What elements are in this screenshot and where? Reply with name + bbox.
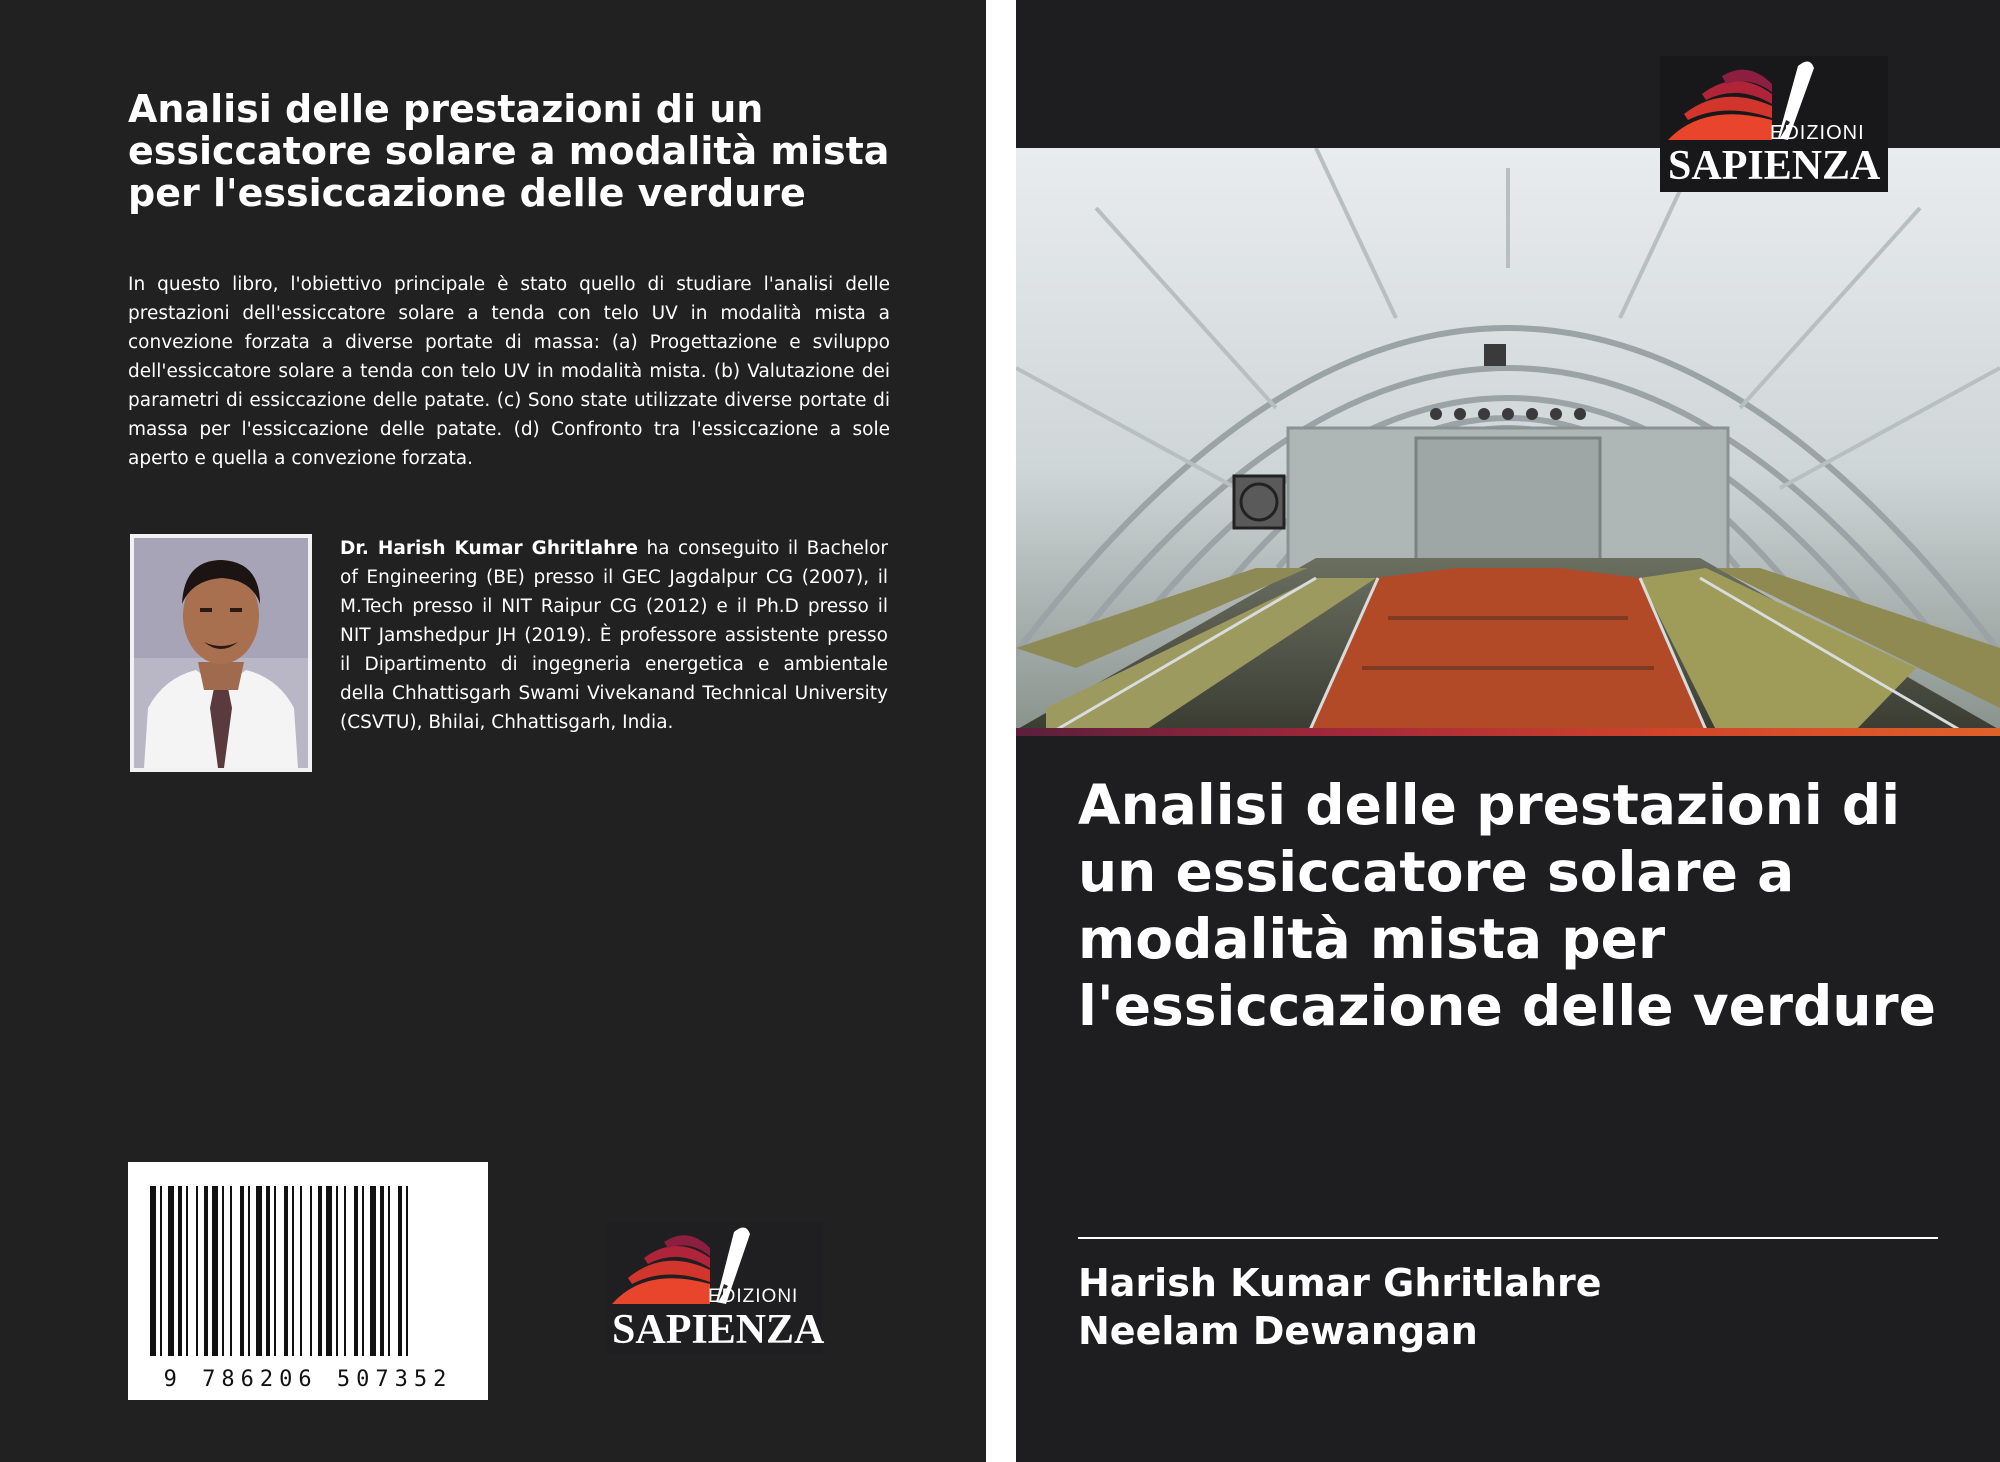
barcode-bar — [240, 1186, 244, 1356]
barcode-bar — [274, 1186, 276, 1356]
front-cover-title: Analisi delle prestazioni di un essiccatore solare a modalità mista per l'essiccazione delle verdure — [1078, 773, 1936, 1038]
barcode-bar — [362, 1186, 364, 1356]
barcode-bar — [256, 1186, 262, 1356]
spine — [986, 0, 1016, 1462]
barcode-bar — [398, 1186, 402, 1356]
isbn-barcode — [128, 1162, 488, 1400]
author-bio-text: ha conseguito il Bachelor of Engineering (BE) presso il GEC Jagdalpur CG (2007), il M.Tech presso il NIT Raipur CG (2012) e il Ph.D presso il NIT Jamshedpur JH (2019). È professore assistente presso il Dipartimento di ingegneria energetica e ambientale della Chhattisgarh Swami Vivekanand Technical University (CSVTU), Bhilai, Chhattisgarh, India. — [340, 538, 889, 733]
publisher-edizioni: EDIZIONI — [708, 1286, 799, 1307]
barcode-bar — [388, 1186, 390, 1356]
publisher-edizioni: EDIZIONI — [1770, 122, 1865, 144]
back-cover-title: Analisi delle prestazioni di un essiccatore solare a modalità mista per l'essiccazione delle verdure — [128, 87, 890, 215]
barcode-bar — [310, 1186, 312, 1356]
greenhouse-dryer-image — [1016, 148, 2000, 730]
barcode-bar — [222, 1186, 224, 1356]
barcode-bar — [160, 1186, 162, 1356]
barcode-bar — [300, 1186, 302, 1356]
barcode-bar — [178, 1186, 182, 1356]
barcode-bar — [370, 1186, 376, 1356]
barcode-bar — [354, 1186, 358, 1356]
author-biography — [340, 534, 888, 737]
barcode-bar — [292, 1186, 294, 1356]
book-description: In questo libro, l'obiettivo principale è stato quello di studiare l'analisi delle prestazioni dell'essiccatore solare a tenda con telo UV in modalità mista a convezione forzata a diverse portate di massa: (a) Progettazione e sviluppo dell'essiccatore solare a tenda con telo UV in modalità mista. (b) Valutazione dei parametri di essiccazione delle patate. (c) Sono state utilizzate diverse portate di massa per l'essiccazione delle patate. (d) Confronto tra l'essiccazione a sole aperto e quella a convezione forzata. — [128, 274, 890, 469]
author-portrait-image — [134, 538, 308, 768]
accent-stripe — [1016, 728, 2000, 736]
author-name-2: Neelam Dewangan — [1078, 1309, 1478, 1353]
barcode-bar — [230, 1186, 232, 1356]
publisher-logo-front — [1660, 56, 1888, 192]
barcode-bar — [318, 1186, 322, 1356]
barcode-bar — [204, 1186, 208, 1356]
barcode-bar — [196, 1186, 198, 1356]
publisher-sapienza: SAPIENZA — [612, 1307, 825, 1353]
barcode-bar — [266, 1186, 270, 1356]
author-photo — [130, 534, 312, 772]
author-bio-name: Dr. Harish Kumar Ghritlahre — [340, 538, 638, 559]
barcode-bar — [150, 1186, 156, 1356]
barcode-bar — [326, 1186, 332, 1356]
barcode-bar — [344, 1186, 346, 1356]
isbn-number: 9 786206 507352 — [163, 1367, 453, 1392]
barcode-bar — [406, 1186, 408, 1356]
barcode-bar — [284, 1186, 288, 1356]
barcode-bar — [168, 1186, 174, 1356]
barcode-bar — [212, 1186, 218, 1356]
barcode-bar — [186, 1186, 188, 1356]
barcode-bars — [128, 1162, 488, 1362]
author-divider — [1078, 1237, 1938, 1239]
author-name-1: Harish Kumar Ghritlahre — [1078, 1261, 1602, 1305]
barcode-bar — [336, 1186, 338, 1356]
barcode-bar — [380, 1186, 384, 1356]
publisher-logo-back — [606, 1222, 825, 1354]
publisher-sapienza: SAPIENZA — [1668, 143, 1881, 189]
barcode-bar — [248, 1186, 250, 1356]
